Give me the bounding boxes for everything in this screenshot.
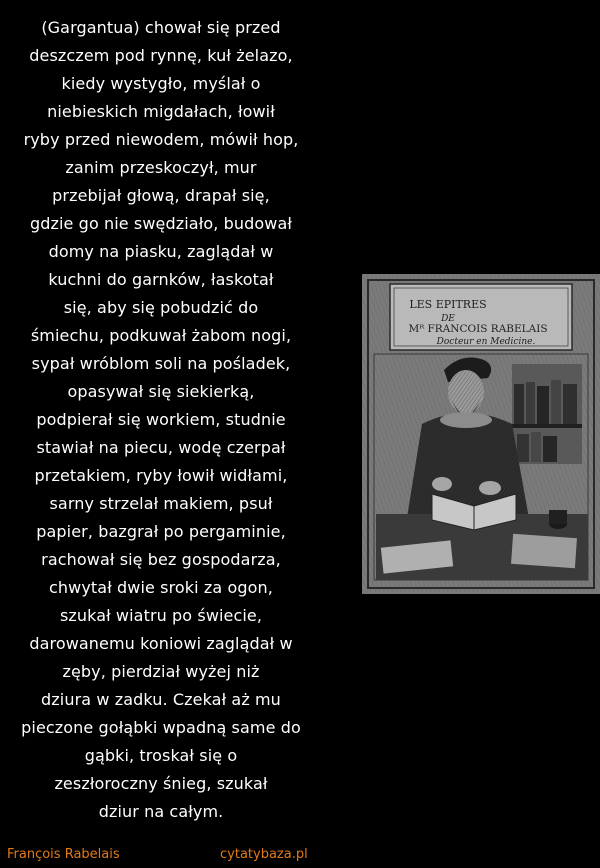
quote-line: dziur na całym.: [98, 802, 224, 821]
quote-line: papier, bazgrał po pergaminie,: [36, 522, 286, 541]
plate-title-line3: Mᴿ FRANCOIS RABELAIS: [408, 323, 548, 335]
plate-title-line2: DE: [441, 314, 455, 324]
quote-line: kuchni do garnków, łaskotał: [48, 270, 274, 289]
quote-line: szukał wiatru po świecie,: [59, 606, 263, 625]
quote-line: niebieskich migdałach, łowił: [47, 102, 275, 121]
quote-line: gdzie go nie swędziało, budował: [30, 214, 292, 233]
quote-line: zeszłoroczny śnieg, szukał: [54, 774, 268, 793]
quote-line: darowanemu koniowi zaglądał w: [29, 634, 293, 653]
quote-line: gąbki, troskał się o: [84, 746, 238, 765]
plate-title-line1: LES EPITRES: [409, 298, 487, 311]
quote-line: rachował się bez gospodarza,: [41, 550, 281, 569]
quote-line: pieczone gołąbki wpadną same do: [21, 718, 301, 737]
quote-line: przebijał głową, drapał się,: [52, 186, 270, 205]
quote-text: [0, 14, 322, 826]
quote-line: domy na piasku, zaglądał w: [48, 242, 274, 261]
quote-line: się, aby się pobudzić do: [63, 298, 259, 317]
quote-line: (Gargantua) chował się przed: [41, 18, 281, 37]
footer-author-link[interactable]: François Rabelais: [7, 847, 120, 862]
quote-line: dziura w zadku. Czekał aż mu: [41, 690, 281, 709]
engraving-illustration: [362, 274, 600, 594]
quote-line: podpierał się workiem, studnie: [36, 410, 286, 429]
quote-line: ryby przed niewodem, mówił hop,: [23, 130, 299, 149]
quote-line: sypał wróblom soli na pośladek,: [31, 354, 291, 373]
quote-line: opasywał się siekierką,: [67, 382, 255, 401]
quote-line: przetakiem, ryby łowił widłami,: [34, 466, 288, 485]
quote-line: stawiał na piecu, wodę czerpał: [36, 438, 286, 457]
quote-line: zanim przeskoczył, mur: [65, 158, 257, 177]
footer-site-link[interactable]: cytatybaza.pl: [220, 847, 308, 862]
author-portrait-engraving: [362, 274, 600, 594]
plate-title-line4: Docteur en Medicine.: [436, 337, 536, 347]
quote-line: sarny strzelał makiem, psuł: [49, 494, 273, 513]
quote-line: zęby, pierdział wyżej niż: [62, 662, 260, 681]
quote-line: deszczem pod rynnę, kuł żelazo,: [29, 46, 293, 65]
quote-line: śmiechu, podkuwał żabom nogi,: [30, 326, 292, 345]
quote-line: chwytał dwie sroki za ogon,: [49, 578, 273, 597]
quote-line: kiedy wystygło, myślał o: [61, 74, 261, 93]
